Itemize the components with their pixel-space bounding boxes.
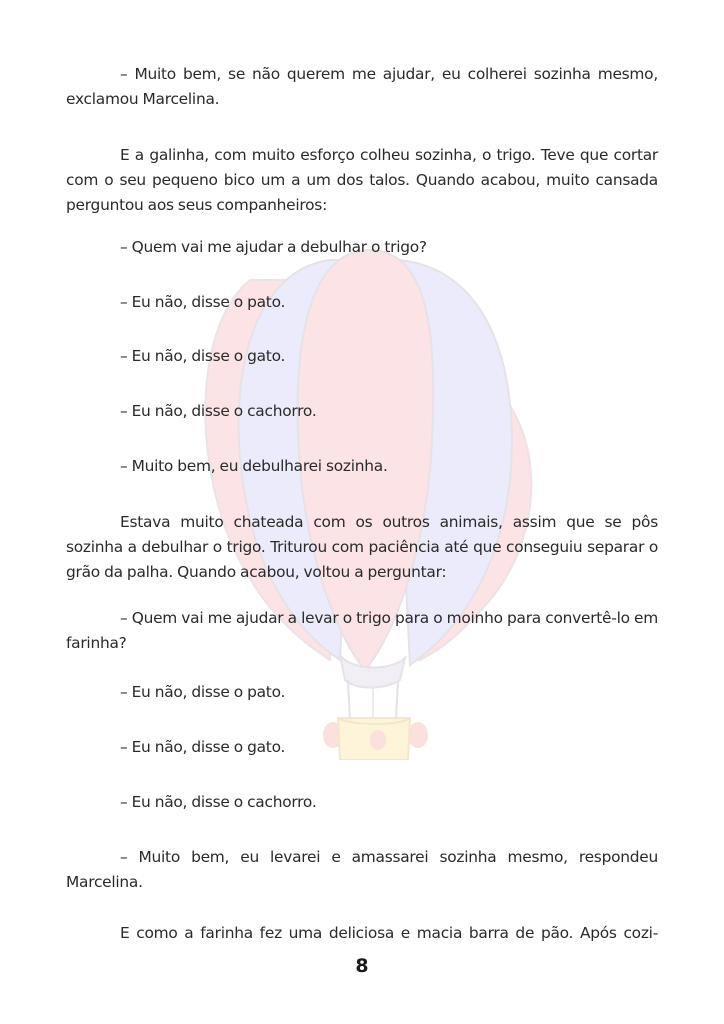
paragraph: Estava muito chateada com os outros animais, assim que se pôs sozinha a debulhar o trigo. Triturou com paciência até que conseguiu separar o grão da palha. Quando acabou, voltou a perguntar: bbox=[66, 513, 658, 581]
paragraph: – Quem vai me ajudar a debulhar o trigo? bbox=[120, 238, 427, 256]
paragraph: E a galinha, com muito esforço colheu sozinha, o trigo. Teve que cortar com o seu pequeno bico um a um dos talos. Quando acabou, muito cansada perguntou aos seus companheiros: bbox=[66, 146, 658, 214]
paragraph: – Eu não, disse o cachorro. bbox=[120, 402, 317, 420]
paragraph: – Eu não, disse o gato. bbox=[120, 347, 286, 365]
paragraph: – Eu não, disse o gato. bbox=[120, 738, 286, 756]
paragraph: – Muito bem, eu levarei e amassarei sozinha mesmo, respondeu Marcelina. bbox=[66, 848, 658, 891]
paragraph: E como a farinha fez uma deliciosa e macia barra de pão. Após cozi- bbox=[120, 924, 658, 942]
paragraph: – Eu não, disse o pato. bbox=[120, 683, 286, 701]
paragraph: – Quem vai me ajudar a levar o trigo para o moinho para convertê-lo em farinha? bbox=[66, 609, 658, 652]
page-number: 8 bbox=[355, 955, 369, 977]
paragraph: – Muito bem, eu debulharei sozinha. bbox=[120, 457, 388, 475]
paragraph: – Eu não, disse o pato. bbox=[120, 293, 286, 311]
paragraph: – Eu não, disse o cachorro. bbox=[120, 793, 317, 811]
paragraph: – Muito bem, se não querem me ajudar, eu colherei sozinha mesmo, exclamou Marcelina. bbox=[66, 65, 658, 108]
